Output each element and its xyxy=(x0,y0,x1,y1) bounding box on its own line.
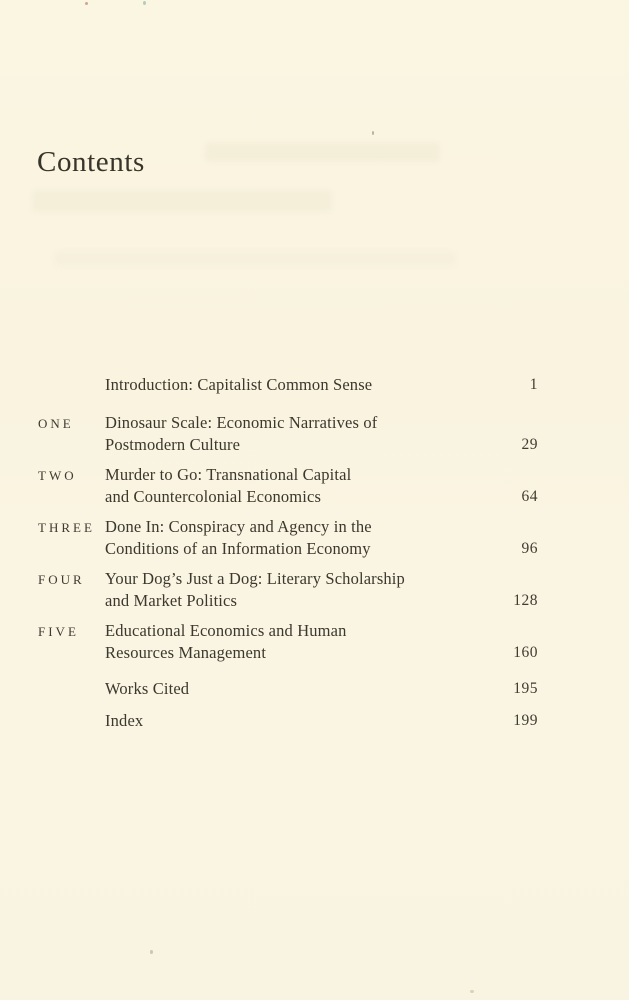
toc-entry xyxy=(38,374,538,396)
title-line: and Market Politics xyxy=(105,591,238,610)
toc-entry xyxy=(38,464,538,508)
chapter-label: TWO xyxy=(38,468,77,483)
chapter-label: ONE xyxy=(38,416,74,431)
title-line: Index xyxy=(105,711,144,730)
showthrough-ghost xyxy=(55,252,455,265)
page-number: 1 xyxy=(529,376,538,393)
page-title: Contents xyxy=(37,146,145,178)
paper-speck xyxy=(85,2,88,5)
chapter-label xyxy=(38,678,105,700)
page-number: 29 xyxy=(521,436,538,453)
title-line: and Countercolonial Economics xyxy=(105,487,322,506)
page-number: 199 xyxy=(513,712,538,729)
title-line: Works Cited xyxy=(105,679,190,698)
toc-entry xyxy=(38,620,538,664)
chapter-label: FIVE xyxy=(38,624,79,639)
title-line: Murder to Go: Transnational Capital xyxy=(105,465,352,484)
page-number: 160 xyxy=(513,644,538,661)
chapter-label: FOUR xyxy=(38,572,85,587)
paper-speck xyxy=(470,990,474,993)
chapter-title xyxy=(105,678,480,700)
title-line: Resources Management xyxy=(105,643,267,662)
toc-entry xyxy=(38,568,538,612)
chapter-label: THREE xyxy=(38,520,95,535)
page-number: 195 xyxy=(513,680,538,697)
paper-speck xyxy=(150,950,153,954)
table-of-contents xyxy=(38,374,538,740)
chapter-title xyxy=(105,710,480,732)
chapter-title xyxy=(105,620,480,664)
paper-speck xyxy=(143,1,146,5)
chapter-title xyxy=(105,412,480,456)
toc-entry xyxy=(38,678,538,700)
page-number: 96 xyxy=(521,540,538,557)
toc-entry xyxy=(38,516,538,560)
chapter-title xyxy=(105,568,480,612)
chapter-title xyxy=(105,464,480,508)
showthrough-ghost xyxy=(205,142,440,162)
title-line: Dinosaur Scale: Economic Narratives of xyxy=(105,413,378,432)
page-number: 64 xyxy=(521,488,538,505)
title-line: Postmodern Culture xyxy=(105,435,241,454)
showthrough-ghost xyxy=(32,190,332,212)
title-line: Done In: Conspiracy and Agency in the xyxy=(105,517,372,536)
page-number: 128 xyxy=(513,592,538,609)
toc-entry xyxy=(38,412,538,456)
title-line: Educational Economics and Human xyxy=(105,621,347,640)
chapter-title xyxy=(105,374,480,396)
title-line: Introduction: Capitalist Common Sense xyxy=(105,375,373,394)
title-line: Conditions of an Information Economy xyxy=(105,539,371,558)
chapter-label xyxy=(38,374,105,396)
chapter-label xyxy=(38,710,105,732)
paper-speck xyxy=(372,131,374,135)
title-line: Your Dog’s Just a Dog: Literary Scholarship xyxy=(105,569,405,588)
chapter-title xyxy=(105,516,480,560)
toc-entry xyxy=(38,710,538,732)
